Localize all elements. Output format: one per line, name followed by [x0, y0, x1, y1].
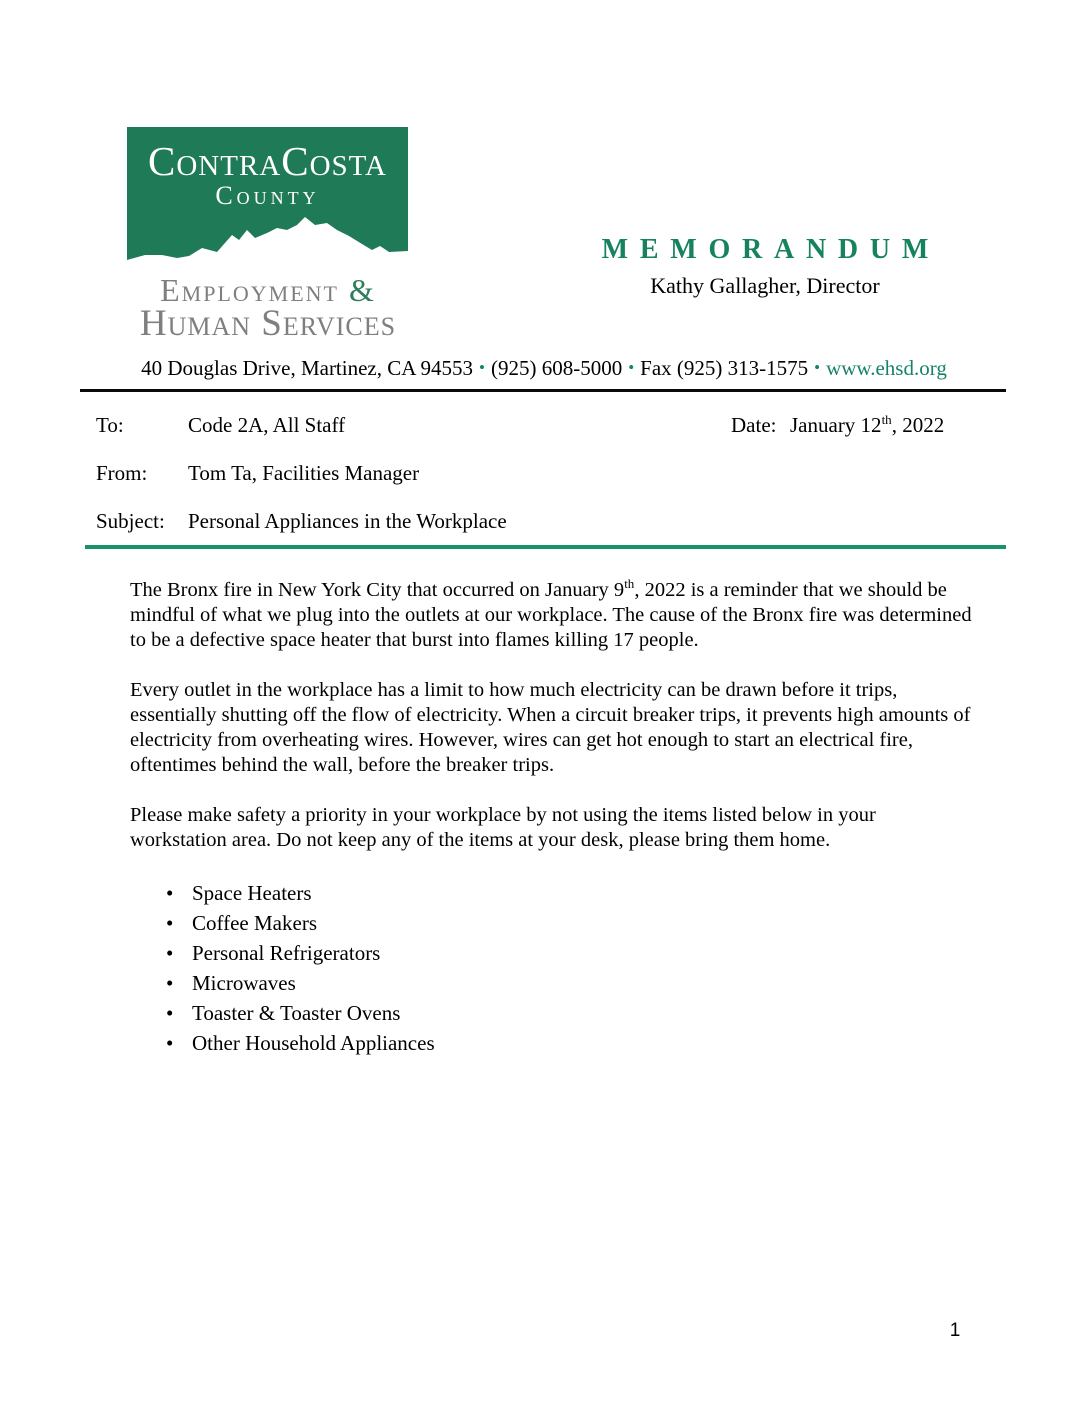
to-value: Code 2A, All Staff: [188, 413, 346, 437]
dot-separator-icon: •: [814, 358, 821, 377]
paragraph-safety-request: Please make safety a priority in your workplace by not using the items listed below in your workstation area. Do not keep any of the items at your desk, please bring them home.: [130, 804, 876, 851]
paragraph-1-ordinal-suffix: th: [624, 576, 635, 591]
phone-number: (925) 608-5000: [490, 356, 623, 380]
from-value: Tom Ta, Facilities Manager: [188, 461, 420, 485]
subject-value: Personal Appliances in the Workplace: [188, 509, 507, 533]
date-value-year: , 2022: [891, 413, 945, 437]
department-name: [110, 274, 426, 342]
list-item: • Coffee Makers: [130, 908, 975, 938]
subject-label: Subject:: [96, 509, 165, 533]
date-label: Date:: [731, 413, 777, 437]
department-ampersand: &: [349, 272, 376, 308]
date-value-main: January 12: [790, 413, 882, 437]
memorandum-title: MEMORANDUM: [601, 234, 941, 265]
list-item: • Toaster & Toaster Ovens: [130, 998, 975, 1028]
dot-separator-icon: •: [628, 358, 635, 377]
dot-separator-icon: •: [479, 358, 485, 377]
county-logo: [127, 127, 408, 268]
director-name: Kathy Gallagher, Director: [650, 273, 880, 298]
date-value: [790, 413, 944, 438]
paragraph-bronx-fire: [130, 578, 975, 653]
date-ordinal-suffix: th: [881, 412, 892, 427]
logo-county-label: County: [215, 181, 320, 210]
list-item: • Space Heaters: [130, 878, 975, 908]
website-link[interactable]: www.ehsd.org: [826, 356, 947, 380]
department-word-employment: Employment: [160, 272, 339, 308]
paragraph-1-text: The Bronx fire in New York City that occurred on January 9: [130, 579, 625, 601]
logo-org-name: ContraCosta: [148, 138, 387, 184]
address-bar: [0, 356, 1088, 381]
from-label: From:: [96, 461, 148, 485]
memo-body: [130, 578, 975, 1058]
prohibited-appliances-list: [130, 878, 975, 1058]
list-item: • Other Household Appliances: [130, 1028, 975, 1058]
department-line1: [110, 274, 426, 306]
paragraph-outlet-limits: Every outlet in the workplace has a limit to how much electricity can be drawn before it trips, essentially shutting off the flow of electricity. When a circuit breaker trips, it prevents high amounts of electricity from overheating wires. However, wires can get hot enough to start an electrical fire, oftentimes behind the wall, before the breaker trips.: [130, 679, 971, 776]
list-item: • Microwaves: [130, 968, 975, 998]
header-divider: [80, 389, 1006, 392]
fax-number: Fax (925) 313-1575: [640, 356, 809, 380]
department-line2: Human Services: [139, 303, 397, 344]
to-label: To:: [96, 413, 124, 437]
page-number: 1: [949, 1320, 961, 1341]
subject-divider: [85, 545, 1006, 549]
list-item: • Personal Refrigerators: [130, 938, 975, 968]
street-address: 40 Douglas Drive, Martinez, CA 94553: [141, 356, 474, 380]
paragraph-1-text-continued: , 2022 is a reminder that we should be mindful of what we plug into the outlets at our workplace. The cause of the Bronx fire was determined to be a defective space heater that burst into flames killing 17 people.: [130, 579, 972, 651]
